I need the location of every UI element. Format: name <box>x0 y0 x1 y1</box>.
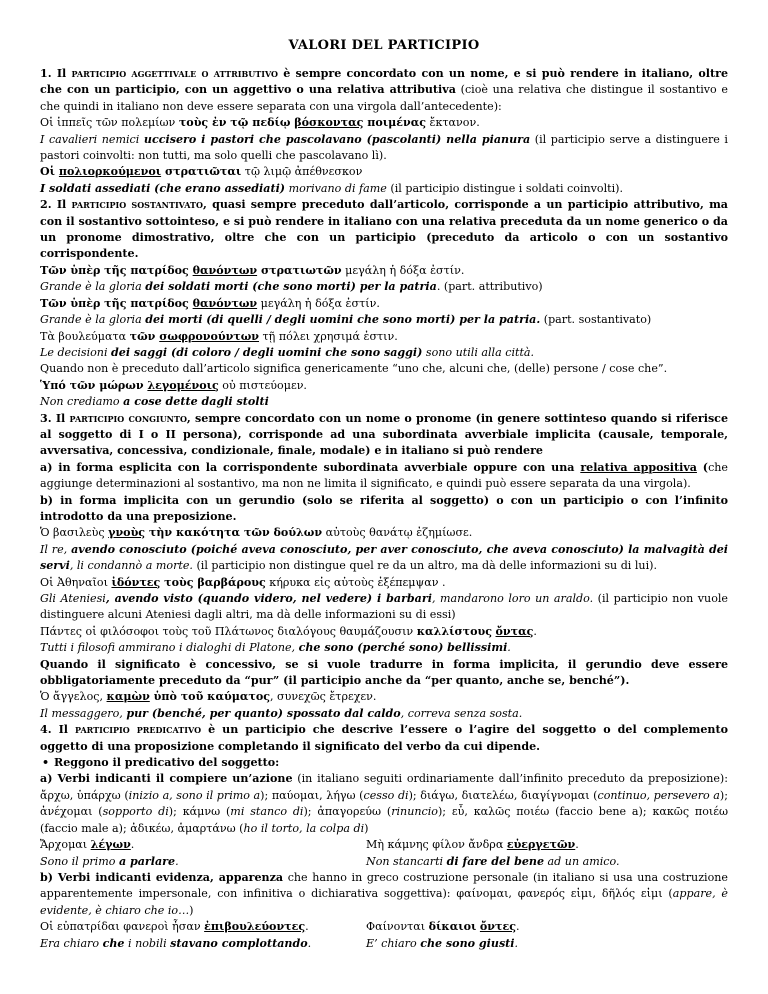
greek-example: Οἱ ἱππεῖς τῶν πολεμίων τοὺς ἐν τῷ πεδίῳ βόσκοντας ποιμένας ἔκτανον. <box>40 116 480 130</box>
section-heading: participio predicativo <box>75 723 202 737</box>
document-body <box>40 66 728 952</box>
section-4-intro: 4. Il participio predicativo è un participio che descrive l’essere o l’agire del soggetto o del complemento oggetto di una proposizione completando il significato del verbo da cui dipende. <box>40 723 728 753</box>
translation-pair <box>40 854 728 870</box>
translation: Era chiaro che i nobili stavano complottando. <box>40 936 312 950</box>
translation: Sono il primo a parlare. <box>40 854 179 868</box>
translation: Grande è la gloria dei soldati morti (che sono morti) per la patria. (part. attributivo) <box>40 280 543 294</box>
greek-example: Τῶν ὑπὲρ τῆς πατρίδος θανόντων στρατιωτῶν μεγάλη ἡ δόξα ἐστίν. <box>40 263 465 277</box>
translation: Il messaggero, pur (benché, per quanto) spossato dal caldo, correva senza sosta. <box>40 706 523 720</box>
greek-example: Ἄρχομαι λέγων. <box>40 838 135 852</box>
rule-b: b) Verbi indicanti evidenza, apparenza che hanno in greco costruzione personale (in italiano si usa una costruzione apparentemente impersonale, con infinitiva o dichiarativa soggettiva): φαίνομαι, φανερός εἰμι, δῆλός εἰμι (appare, è evidente, è chiaro che io…) <box>40 870 729 917</box>
note: Quando non è preceduto dall’articolo significa genericamente “uno che, alcuni che, (delle) persone / cose che”. <box>40 362 668 376</box>
section-3-intro: 3. Il participio congiunto, sempre concordato con un nome o pronome (in genere sottinteso quando si riferisce al soggetto di I o II persona), corrisponde ad una subordinata avverbiale implicita (causale, temporale, avversativa, concessiva, condizionale, finale, modale) e in italiano si può rendere <box>40 411 729 458</box>
translation: Le decisioni dei saggi (di coloro / degli uomini che sono saggi) sono utili alla città. <box>40 345 535 359</box>
translation-pair <box>40 936 728 952</box>
greek-example: Τὰ βουλεύματα τῶν σωφρονούντων τῇ πόλει χρησιμά ἐστιν. <box>40 329 398 343</box>
greek-example: Τῶν ὑπὲρ τῆς πατρίδος θανόντων μεγάλη ἡ δόξα ἐστίν. <box>40 296 380 310</box>
section-text: (cioè una relativa che distingue il sostantivo e che quindi in italiano non deve essere separata con una virgola dall’antecedente): <box>40 83 728 113</box>
bullet-item: • Reggono il predicativo del soggetto: <box>40 755 728 771</box>
greek-example-pair <box>40 919 728 935</box>
greek-example: Οἱ πολιορκούμενοι στρατιῶται τῷ λιμῷ ἀπέθνεσκον <box>40 165 363 179</box>
rule-b: b) in forma implicita con un gerundio (solo se riferita al soggetto) o con un participio o con l’infinito introdotto da una preposizione. <box>40 493 728 523</box>
translation: E’ chiaro che sono giusti. <box>366 936 519 950</box>
greek-example: Οἱ εὐπατρίδαι φανεροὶ ἦσαν ἐπιβουλεύοντες. <box>40 920 309 934</box>
translation: I soldati assediati (che erano assediati) morivano di fame (il participio distingue i soldati coinvolti). <box>40 181 623 195</box>
greek-example: Μὴ κάμνης φίλον ἄνδρα εὐεργετῶν. <box>366 838 579 852</box>
translation: Tutti i filosofi ammirano i dialoghi di Platone, che sono (perché sono) bellissimi. <box>40 641 511 655</box>
greek-example: Ὑπό τῶν μώρων λεγομένοις οὐ πιστεύομεν. <box>40 378 307 392</box>
section-heading: participio sostantivato <box>71 198 203 212</box>
section-text: è sempre concordato con un nome, e si può rendere in italiano, oltre che con un participio, con un aggettivo o una relativa attributiva <box>40 67 728 97</box>
translation: Non crediamo a cose dette dagli stolti <box>40 395 269 409</box>
translation: Grande è la gloria dei morti (di quelli / degli uomini che sono morti) per la patria. (part. sostantivato) <box>40 313 652 327</box>
translation: Non stancarti di fare del bene ad un amico. <box>366 854 620 868</box>
greek-example: Πάντες οἱ φιλόσοφοι τοὺς τοῦ Πλάτωνος διαλόγους θαυμάζουσιν καλλίστους ὄντας. <box>40 624 537 638</box>
greek-example: Φαίνονται δίκαιοι ὄντες. <box>366 920 520 934</box>
greek-example-pair <box>40 837 728 853</box>
section-heading: participio congiunto <box>69 411 187 425</box>
greek-example: Ὁ ἄγγελος, καμὼν ὑπὸ τοῦ καύματος, συνεχῶς ἔτρεχεν. <box>40 690 377 704</box>
translation: I cavalieri nemici uccisero i pastori che pascolavano (pascolanti) nella pianura (il participio serve a distinguere i pastori coinvolti: non tutti, ma solo quelli che pascolavano lì). <box>40 132 728 163</box>
section-2-intro: 2. Il participio sostantivato, quasi sempre preceduto dall’articolo, corrisponde a un participio attributivo, ma con il sostantivo sottointeso, e si può rendere in italiano con una relativa preceduta da un nome generico o da un pronome dimostrativo, oltre che con un participio (preceduto da articolo o con un sostantivo corrispondente. <box>40 198 728 261</box>
rule-a: a) Verbi indicanti il compiere un’azione (in italiano seguiti ordinariamente dall’infinito preceduto da preposizione): ἄρχω, ὑπάρχω (inizio a, sono il primo a); παύομαι, λήγω (cesso di); διάγω, διατελέω, διαγίγνομαι (continuo, persevero a); ἀνέχομαι (sopporto di); κάμνω (mi stanco di); ἀπαγορεύω (rinuncio); εὖ, καλῶς ποιέω (faccio bene a); κακῶς ποιέω (faccio male a); ἀδικέω, ἁμαρτάνω (ho il torto, la colpa di) <box>40 772 729 835</box>
concessive-rule: Quando il significato è concessivo, se si vuole tradurre in forma implicita, il gerundio deve essere obbligatoriamente preceduto da “pur” (il participio anche da “per quanto, anche se, benché”). <box>40 657 728 688</box>
section-heading: participio aggettivale o attributivo <box>71 67 278 80</box>
rule-a: a) in forma esplicita con la corrispondente subordinata avverbiale oppure con una relativa appositiva (che aggiunge determinazioni al sostantivo, ma non ne limita il significato, e quindi può essere separata da una virgola). <box>40 460 728 491</box>
section-number: 1. Il <box>40 67 72 80</box>
translation: Gli Ateniesi, avendo visto (quando videro, nel vedere) i barbari, mandarono loro un araldo. (il participio non vuole distinguere alcuni Ateniesi dagli altri, ma dà delle informazioni su di essi) <box>40 592 728 622</box>
greek-example: Ὁ βασιλεὺς γνοὺς τὴν κακότητα τῶν δούλων αὐτοὺς θανάτῳ ἐζημίωσε. <box>40 526 473 540</box>
section-1-intro <box>40 66 728 115</box>
page-title: VALORI DEL PARTICIPIO <box>288 38 480 53</box>
translation: Il re, avendo conosciuto (poiché aveva conosciuto, per aver conosciuto, che aveva conosciuto) la malvagità dei servi, li condannò a morte. (il participio non distingue quel re da un altro, ma dà delle informazioni su di lui). <box>40 542 728 573</box>
greek-example: Οἱ Ἀθηναῖοι ἰδόντες τοὺς βαρβάρους κήρυκα εἰς αὐτοὺς ἐξέπεμψαν . <box>40 575 446 589</box>
